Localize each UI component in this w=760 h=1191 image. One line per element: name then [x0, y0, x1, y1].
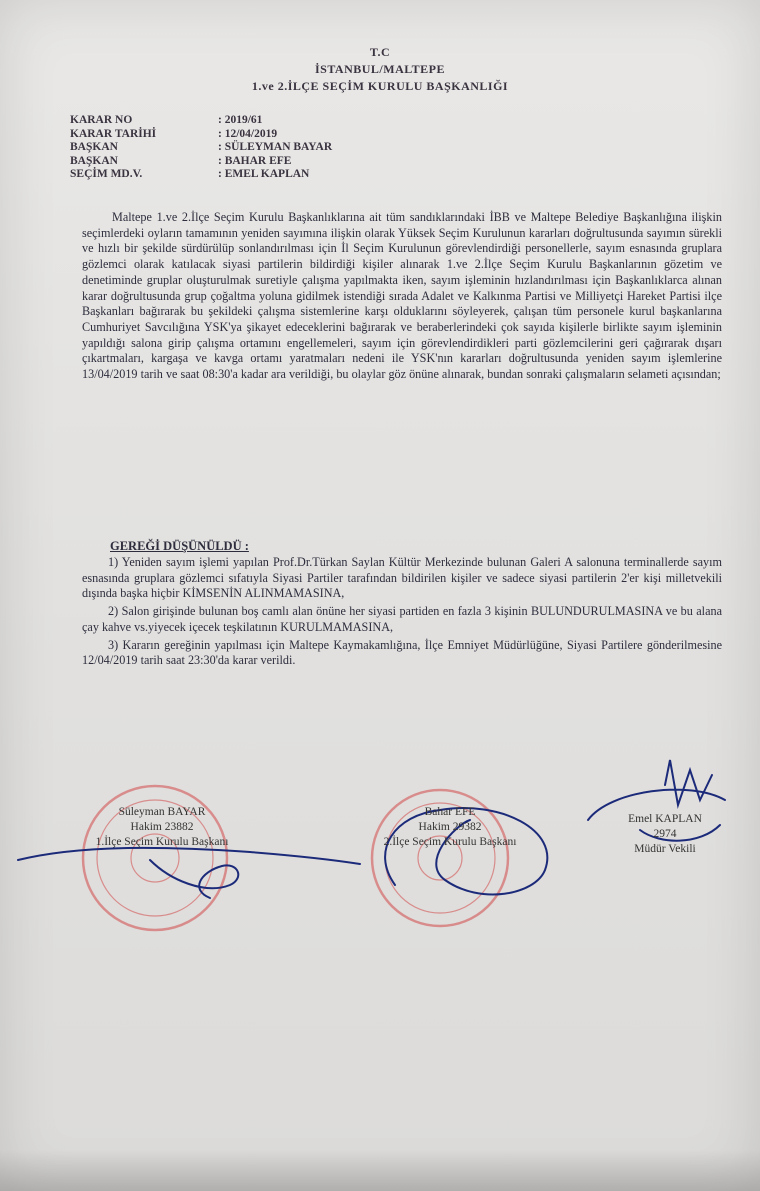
signatory-registry: Hakim 29382: [418, 821, 482, 833]
header-line-1: T.C: [369, 45, 391, 59]
signatory-name: Emel KAPLAN: [628, 813, 702, 825]
decision-item: 1) Yeniden sayım işlemi yapılan Prof.Dr.Türkan Saylan Kültür Merkezinde bulunan Galeri A salonuna terminallerde sayım esnasında gruplara gözlemci sıfatıyla Siyasi Partiler tarafından bildirilen kişiler ve sadece siyasi partilerin 2'er kişi milletvekili dışında başka hiçbir KİMSENİN ALINMAMASINA,: [82, 555, 722, 601]
decision-meta: [70, 114, 332, 182]
signatory-name: Bahar EFE: [424, 806, 476, 818]
signatory-title: Müdür Vekili: [634, 843, 696, 855]
signatory-registry: Hakim 23882: [130, 821, 194, 833]
meta-key: BAŞKAN: [70, 154, 118, 167]
signature-block-middle: [350, 805, 550, 850]
decision-body: [82, 210, 722, 383]
signatory-registry: 2974: [653, 828, 677, 840]
decision-item: 2) Salon girişinde bulunan boş camlı alan önüne her siyasi partiden en fazla 3 kişinin BULUNDURULMASINA ve bu alana çay kahve vs.yiyecek içecek teşkilatının KURULMAMASINA,: [82, 604, 722, 634]
signatory-name: Süleyman BAYAR: [118, 806, 206, 818]
meta-value: : EMEL KAPLAN: [218, 168, 310, 180]
meta-row: [70, 128, 332, 142]
signature-left: [18, 848, 360, 898]
meta-value: : 12/04/2019: [218, 127, 278, 140]
meta-row: [70, 141, 332, 155]
meta-row: [70, 155, 332, 169]
header-line-3: 1.ve 2.İLÇE SEÇİM KURULU BAŞKANLIĞI: [251, 79, 509, 93]
decision-items: [82, 555, 722, 671]
gereg-title: GEREĞİ DÜŞÜNÜLDÜ :: [110, 539, 249, 553]
meta-key: SEÇİM MD.V.: [70, 168, 143, 180]
meta-value: : BAHAR EFE: [218, 154, 292, 167]
meta-key: KARAR TARİHİ: [70, 127, 157, 140]
meta-key: BAŞKAN: [70, 141, 118, 153]
meta-key: KARAR NO: [70, 114, 133, 126]
meta-row: [70, 168, 332, 182]
decision-item: 3) Kararın gereğinin yapılması için Maltepe Kaymakamlığına, İlçe Emniyet Müdürlüğüne, Siyasi Partilere gönderilmesine 12/04/2019 tarih saat 23:30'da karar verildi.: [82, 637, 722, 668]
signatory-title: 1.İlçe Seçim Kurulu Başkanı: [95, 836, 229, 848]
body-paragraph: Maltepe 1.ve 2.İlçe Seçim Kurulu Başkanlıklarına ait tüm sandıklarındaki İBB ve Maltepe Belediye Başkanlığına ilişkin seçimlerdeki oyların tamamının yeniden sayımına ilişkin olarak Yüksek Seçim Kurulunun kararları doğrultusunda sayımın sürekli ve hızlı bir şekilde sürdürülüp sonlandırılması için İl Seçim Kurulunun görevlendirdiği personellerle, sayım esnasında gruplara gözlemci olarak katılacak siyasi partilerin bildirdiği kişiler alınarak 1.ve 2.İlçe Seçim Kurulu Başkanlarının gözetim ve denetiminde gruplar oluşturulmak suretiyle çalışma yapılmakta iken, sayım işleminin hızlandırılması için Başkanlıklarca alınan karar doğrultusunda grup çoğaltma yoluna gidilmek istendiği sırada Adalet ve Kalkınma Partisi ve Milliyetçi Hareket Partisi ilçe Başkanları bağırarak bu şekildeki çalışma sistemlerine karşı olduklarını söyleyerek, çalışan tüm personele kurul başkanlarına Cumhuriyet Savcılığına YSK'ya şikayet edeceklerini bağırarak ve beraberlerindeki çok sayıda kişilerle birlikte sayım işleminin yapıldığı salona girip çalışma ortamını engellemeleri, sayım için görevlendirdikleri parti gözlemcilerini geri çağırarak dışarı çıkartmaları, kargaşa ve kavga ortamı yaratmaları nedeni ile YSK'nın kararları doğrultusunda yeniden sayım işlemlerine 13/04/2019 tarih ve saat 08:30'a kadar ara verildiği, bu olaylar göz önüne alınarak, bundan sonraki çalışmaların selameti açısından;: [82, 210, 722, 382]
meta-value: : SÜLEYMAN BAYAR: [218, 141, 333, 153]
signatory-title: 2.İlçe Seçim Kurulu Başkanı: [383, 836, 517, 848]
signature-block-left: [62, 805, 262, 850]
meta-value: : 2019/61: [218, 114, 263, 126]
signature-block-right: [595, 812, 735, 857]
header-line-2: İSTANBUL/MALTEPE: [314, 62, 446, 76]
meta-row: [70, 114, 332, 128]
document-header: [0, 44, 760, 95]
page-bottom-shadow: [0, 1150, 760, 1191]
